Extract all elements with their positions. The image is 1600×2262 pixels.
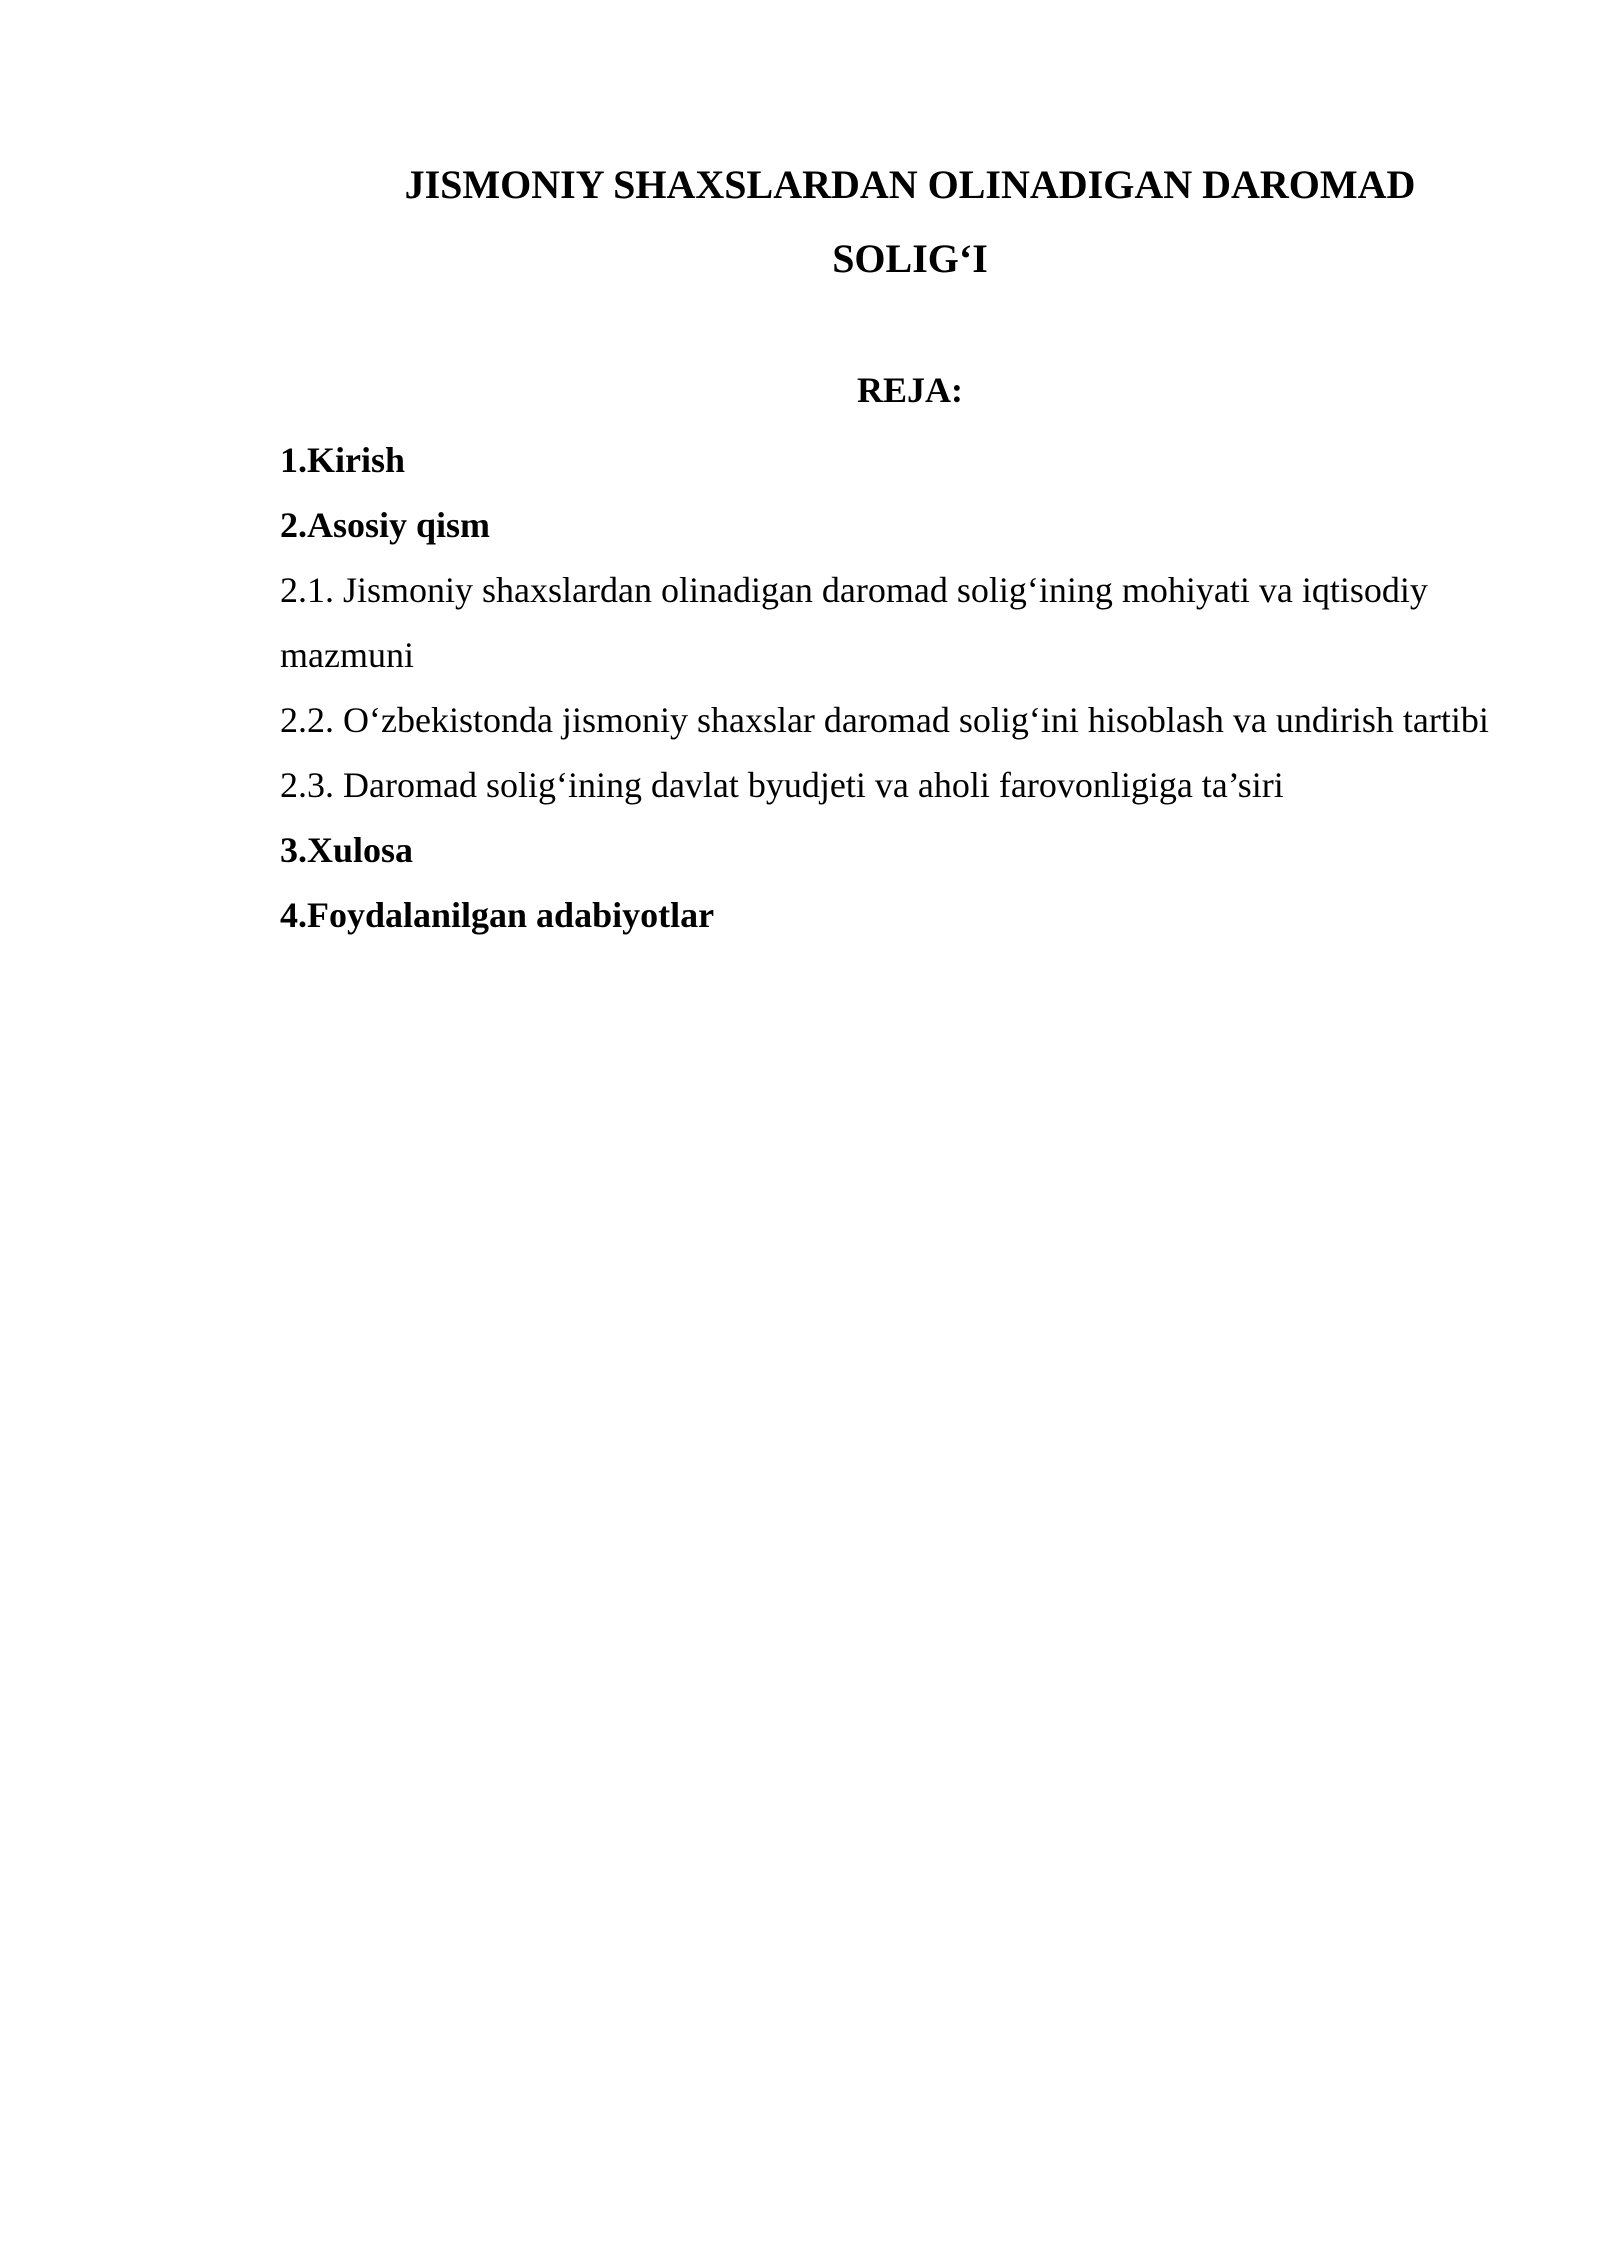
plan-item-conclusion: 3.Xulosa	[280, 830, 414, 870]
plan-item-2-2: 2.2. O‘zbekistonda jismoniy shaxslar daromad solig‘ini hisoblash va undirish tartibi	[280, 700, 1489, 740]
plan-item-introduction: 1.Kirish	[280, 440, 406, 480]
plan-item-references: 4.Foydalanilgan adabiyotlar	[280, 895, 715, 935]
plan-item-2-1: 2.1. Jismoniy shaxslardan olinadigan daromad solig‘ining mohiyati va iqtisodiy mazmuni	[280, 570, 1428, 675]
plan-item-main-part: 2.Asosiy qism	[280, 505, 491, 545]
plan-list	[280, 428, 1520, 948]
title-line-2: SOLIG‘I	[832, 236, 988, 281]
plan-item-2-3: 2.3. Daromad solig‘ining davlat byudjeti va aholi farovonligiga ta’siri	[280, 765, 1284, 805]
plan-heading: REJA:	[857, 370, 963, 410]
document-title	[350, 148, 1470, 296]
title-line-1: JISMONIY SHAXSLARDAN OLINADIGAN DAROMAD	[404, 162, 1416, 207]
